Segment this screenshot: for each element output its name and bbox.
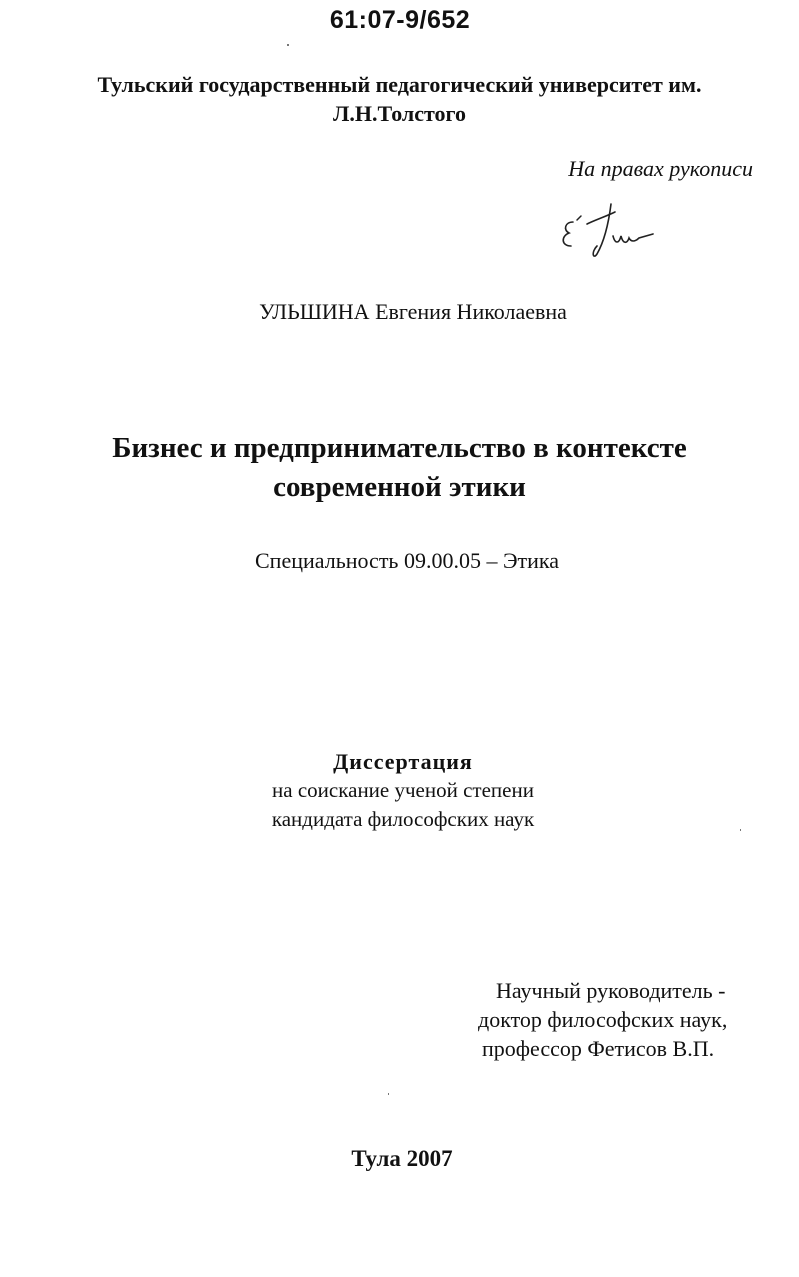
title-line-2: современной этики (273, 471, 526, 503)
supervisor-block (478, 976, 727, 1063)
signature-mark (555, 200, 665, 265)
degree-block (0, 747, 799, 834)
institution-name (0, 70, 799, 128)
scan-speck (740, 829, 741, 831)
institution-line-1: Тульский государственный педагогический университет им. (97, 72, 702, 97)
specialty-line: Специальность 09.00.05 – Этика (255, 548, 559, 573)
supervisor-line-3: профессор Фетисов В.П. (482, 1036, 715, 1061)
dissertation-title (0, 429, 799, 507)
degree-line-2: кандидата философских наук (271, 807, 535, 831)
institution-line-2: Л.Н.Толстого (333, 101, 466, 126)
manuscript-rights-note: На правах рукописи (568, 156, 753, 181)
supervisor-line-1: Научный руководитель - (496, 978, 726, 1003)
title-line-1: Бизнес и предпринимательство в контексте (112, 432, 687, 464)
scan-speck (287, 44, 289, 46)
catalog-number: 61:07-9/652 (329, 6, 471, 34)
author-name: УЛЬШИНА Евгения Николаевна (259, 299, 567, 324)
degree-line-1: на соискание ученой степени (272, 778, 534, 802)
city-year: Тула 2007 (351, 1146, 453, 1171)
scan-speck (388, 1093, 389, 1095)
degree-heading: Диссертация (333, 749, 473, 774)
supervisor-line-2: доктор философских наук, (478, 1007, 728, 1032)
